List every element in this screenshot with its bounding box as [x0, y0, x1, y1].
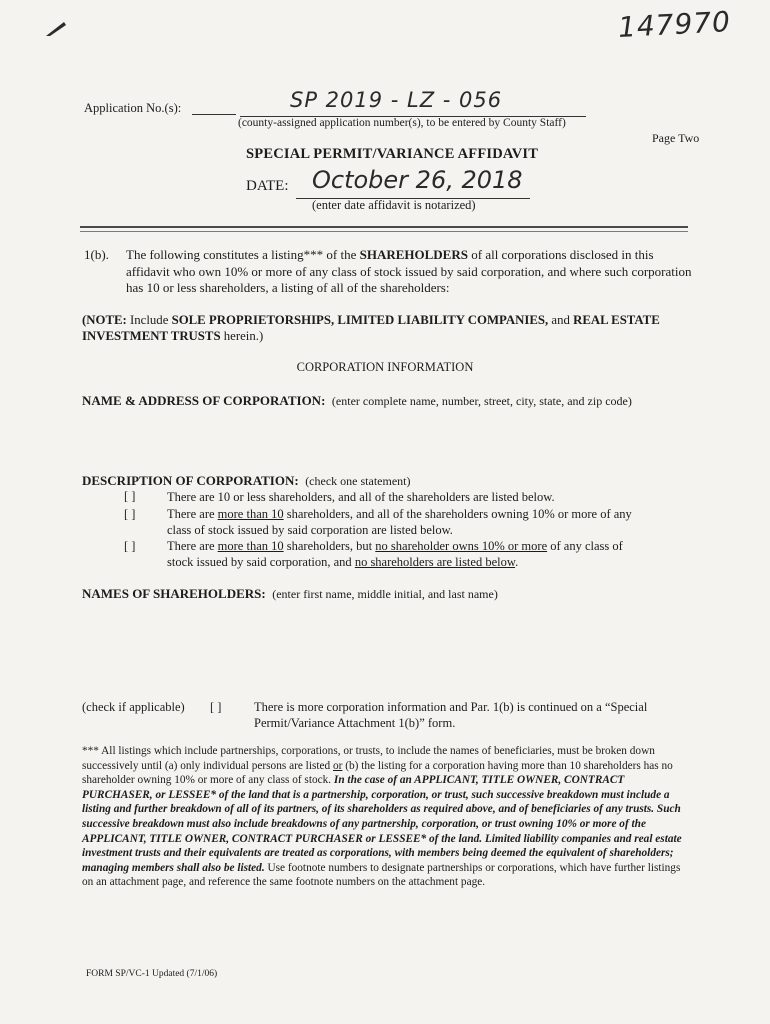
section-text-bold: SHAREHOLDERS — [359, 247, 468, 262]
name-address-label: NAME & ADDRESS OF CORPORATION: — [82, 393, 326, 408]
footnote-or: or — [333, 759, 343, 772]
option2-b: shareholders, and all of the shareholders owning 10% or more of any class of stock issued by said corporation are listed below. — [167, 507, 632, 537]
shareholders-label: NAMES OF SHAREHOLDERS: — [82, 586, 266, 601]
footnote-part3: Use footnote numbers to designate partnerships or corporations, which have further listings on an attachment page, and reference the same footnote numbers on the attachment page. — [82, 861, 681, 889]
divider-rule — [80, 226, 688, 228]
description-label: DESCRIPTION OF CORPORATION: — [82, 473, 299, 488]
date-hint: (enter date affidavit is notarized) — [312, 198, 476, 212]
stamp-number: 147970 — [617, 5, 732, 44]
section-text-rest: of all corporations disclosed in this affidavit who own 10% or more of any class of stock issued by said corporation, and where such corporation has 10 or less shareholders, a listing of all of the shareholders: — [126, 247, 692, 295]
note-include: Include — [126, 313, 172, 327]
pen-mark-icon — [44, 18, 68, 38]
divider-rule-thin — [80, 231, 688, 232]
section-number: 1(b). — [84, 247, 109, 262]
footnote-part2: (b) the listing for a corporation having more than 10 shareholders has no shareholder owning 10% or more of any class of stock. — [82, 759, 673, 787]
corporation-heading: CORPORATION INFORMATION — [296, 360, 474, 374]
description-row — [82, 473, 410, 489]
note-label: NOTE: — [86, 313, 127, 327]
check-if-applicable-label: (check if applicable) — [82, 700, 185, 714]
option2-a: There are — [167, 507, 218, 521]
option3-a: There are — [167, 539, 218, 553]
note-reit: REAL ESTATE INVESTMENT TRUSTS — [82, 313, 660, 343]
application-label: Application No.(s): — [84, 101, 182, 115]
form-id: FORM SP/VC-1 Updated (7/1/06) — [86, 969, 218, 979]
option3-checkbox[interactable]: [ ] — [124, 539, 136, 553]
date-value[interactable]: October 26, 2018 — [312, 166, 523, 194]
footnote-paragraph — [82, 744, 692, 890]
option3-underlined-2: no shareholder owns 10% or more — [375, 539, 548, 553]
description-hint: (check one statement) — [305, 474, 411, 488]
application-number-value[interactable]: SP 2019 - LZ - 056 — [290, 88, 503, 112]
option3-text — [167, 538, 643, 570]
option1-text: There are 10 or less shareholders, and all of the shareholders are listed below. — [167, 490, 555, 504]
section-text — [126, 247, 692, 297]
shareholders-row — [82, 586, 498, 602]
note-and: and — [548, 313, 574, 327]
form-title: SPECIAL PERMIT/VARIANCE AFFIDAVIT — [246, 146, 539, 162]
option3-underlined-1: more than 10 — [217, 539, 284, 553]
option2-checkbox[interactable]: [ ] — [124, 507, 136, 521]
application-hint: (county-assigned application number(s), to be entered by County Staff) — [238, 117, 566, 129]
application-dash — [192, 114, 236, 115]
note-herein: herein.) — [220, 329, 264, 343]
section-text-lead: The following constitutes a listing*** of the — [126, 247, 360, 262]
option3-d: . — [515, 555, 519, 569]
page-number: Page Two — [652, 131, 700, 145]
option2-text — [167, 506, 643, 538]
option3-b: shareholders, but — [283, 539, 376, 553]
option3-underlined-3: no shareholders are listed below — [354, 555, 516, 569]
date-label: DATE: — [246, 178, 289, 194]
footnote-italic: In the case of an APPLICANT, TITLE OWNER, CONTRACT PURCHASER, or LESSEE* of the land that is a partnership, corporation, or trust, such successive breakdown must include a listing and further breakdown of all of its partners, of its shareholders as required above, and of beneficiaries of any trusts. Such successive breakdown must also include breakdowns of any partnership, corporation, or trust owning 10% or more of the APPLICANT, TITLE OWNER, CONTRACT PURCHASER or LESSEE* of the land. Limited liability companies and real estate investment trusts and their equivalents are treated as corporations, with members being deemed the equivalent of shareholders; managing members shall also be listed. — [82, 774, 682, 874]
option1-checkbox[interactable]: [ ] — [124, 489, 136, 503]
name-address-row — [82, 393, 632, 409]
continuation-checkbox[interactable]: [ ] — [210, 700, 222, 714]
continuation-text: There is more corporation information and Par. 1(b) is continued on a “Special Permit/Variance Attachment 1(b)” form. — [254, 700, 648, 730]
note-open: ( — [82, 313, 87, 327]
footnote-part1: *** All listings which include partnerships, corporations, or trusts, to include the names of beneficiaries, must be broken down successively until (a) only individual persons are listed — [82, 745, 655, 772]
note-sole: SOLE PROPRIETORSHIPS, LIMITED LIABILITY COMPANIES, — [171, 313, 549, 327]
note-paragraph — [82, 312, 694, 344]
shareholders-hint: (enter first name, middle initial, and last name) — [272, 587, 498, 601]
name-address-hint: (enter complete name, number, street, city, state, and zip code) — [331, 394, 632, 408]
option3-c: of any class of stock issued by said corporation, and — [167, 539, 623, 569]
option2-underlined: more than 10 — [217, 507, 284, 521]
